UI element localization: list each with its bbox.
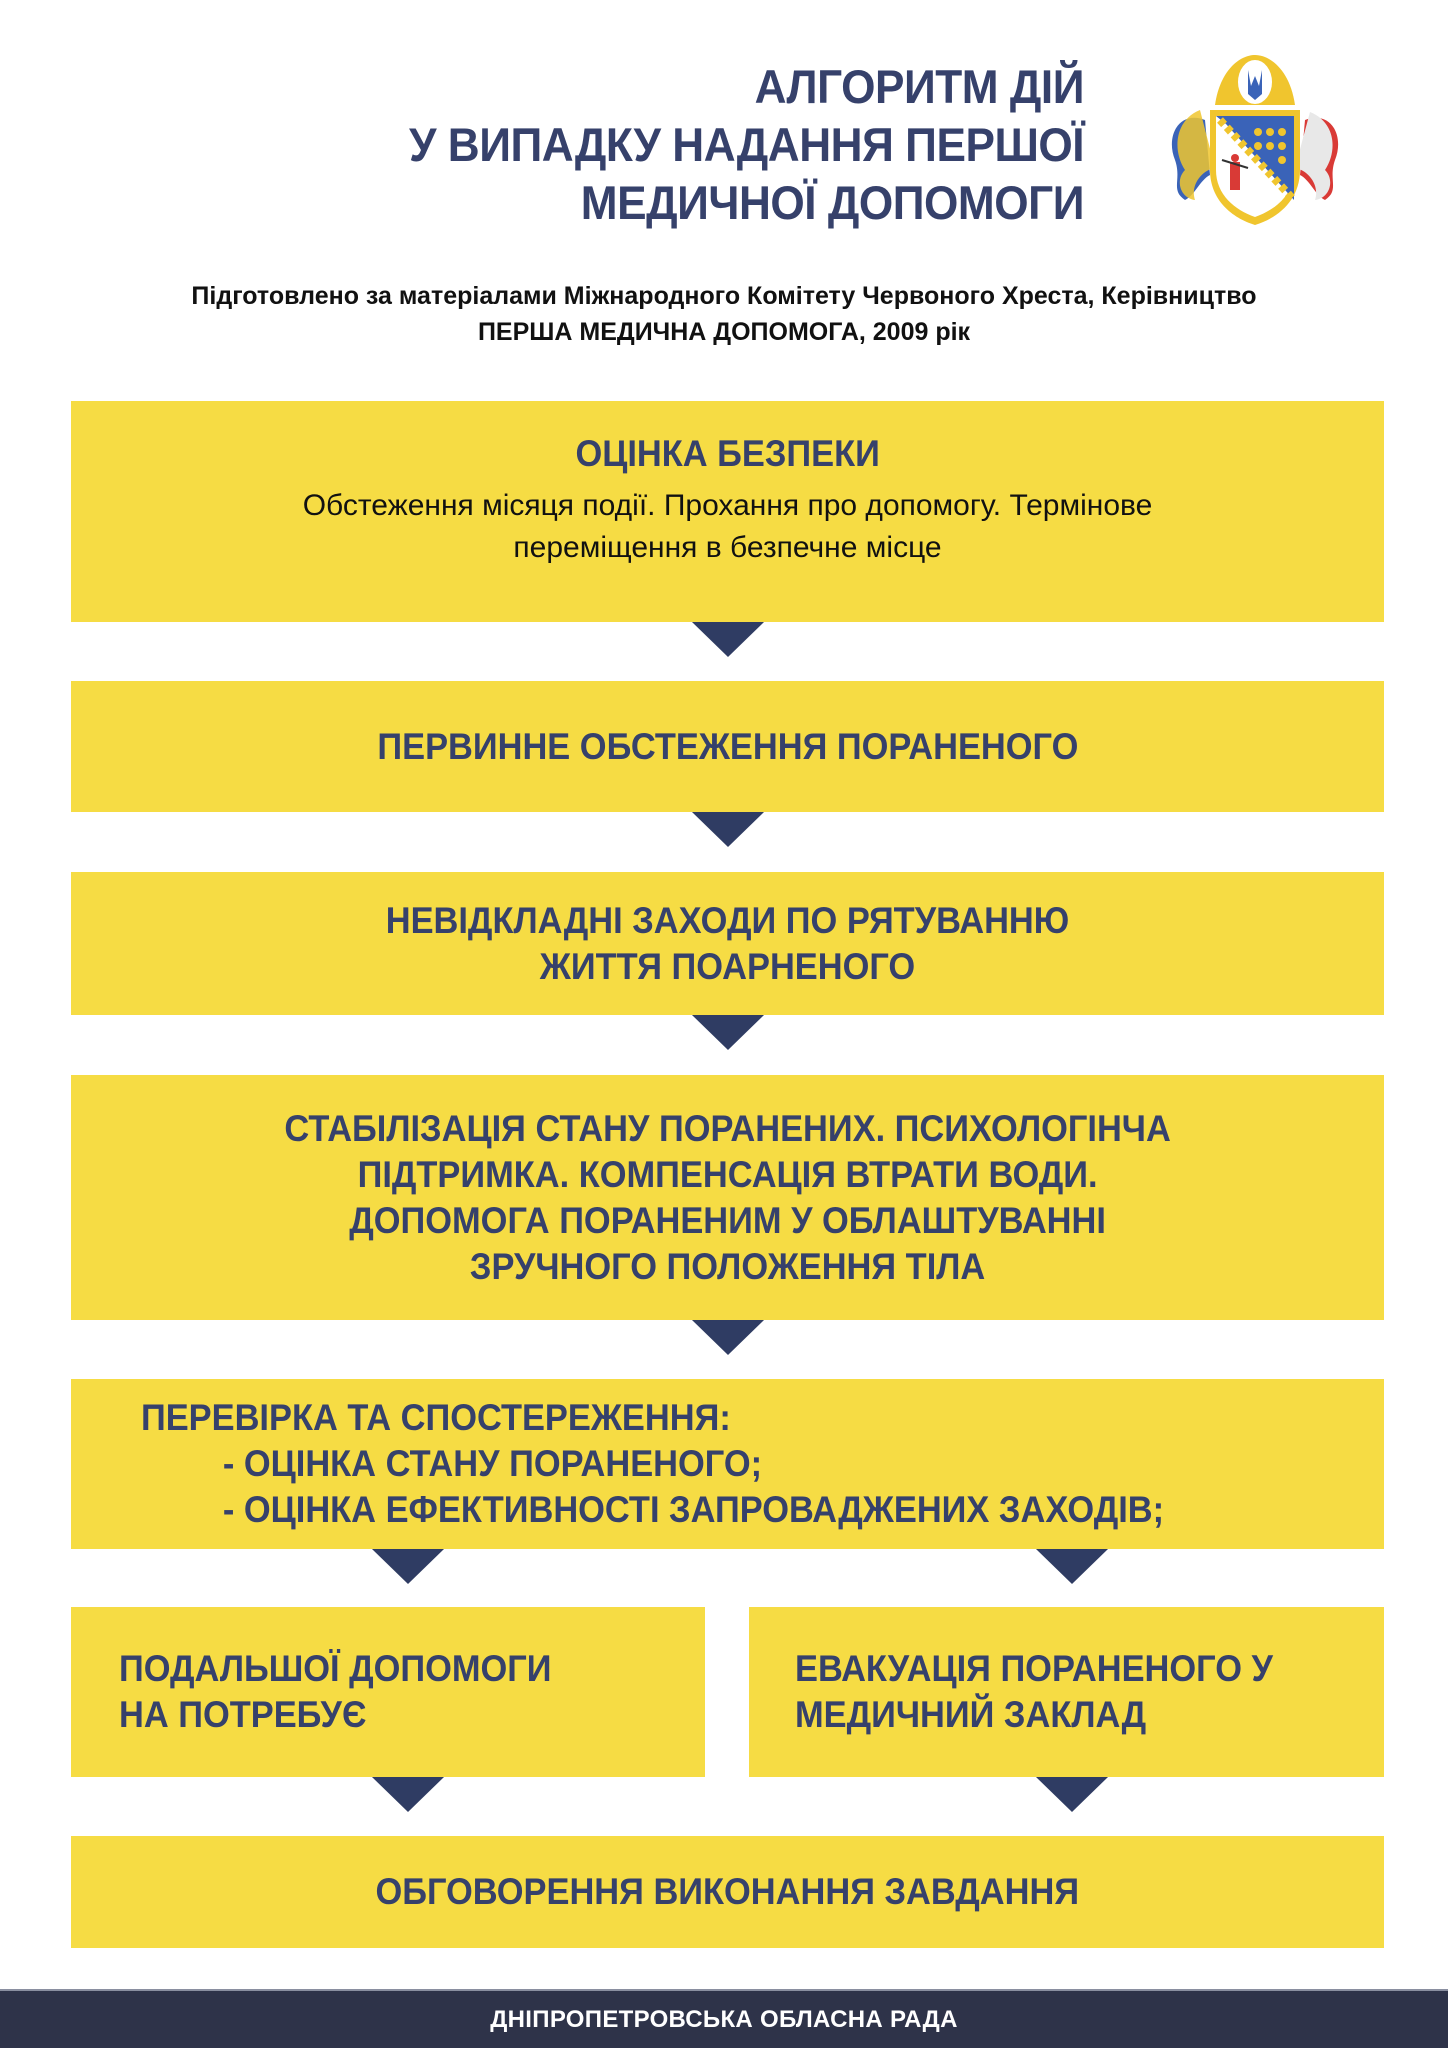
arrow-down-icon <box>692 622 764 657</box>
source-note-line-2: ПЕРША МЕДИЧНА ДОПОМОГА, 2009 рік <box>477 318 971 346</box>
arrow-down-right-icon <box>1036 1777 1108 1812</box>
coat-of-arms-icon <box>1160 50 1350 230</box>
arrow-down-icon <box>692 812 764 847</box>
title-line-2: У ВИПАДКУ НАДАННЯ ПЕРШОЇ <box>408 118 1084 171</box>
step-heading: ОЦІНКА БЕЗПЕКИ <box>575 433 880 474</box>
footer-bar <box>0 1989 1448 2048</box>
branch-evacuation <box>749 1607 1384 1777</box>
arrow-down-right-icon <box>1036 1549 1108 1584</box>
step-primary-examination <box>71 681 1384 812</box>
title-line-3: МЕДИЧНОЇ ДОПОМОГИ <box>580 176 1084 229</box>
arrow-down-icon <box>692 1015 764 1050</box>
step-heading: ПЕРВИННЕ ОБСТЕЖЕННЯ ПОРАНЕНОГО <box>377 725 1078 767</box>
footer-label: ДНІПРОПЕТРОВСЬКА ОБЛАСНА РАДА <box>490 2005 958 2033</box>
step-heading: ОБГОВОРЕННЯ ВИКОНАННЯ ЗАВДАННЯ <box>375 1871 1080 1912</box>
step-debriefing <box>71 1836 1384 1948</box>
step-life-saving-measures <box>71 872 1384 1015</box>
branch-no-further-help <box>71 1607 705 1777</box>
arrow-down-icon <box>692 1320 764 1355</box>
title-line-1: АЛГОРИТМ ДІЙ <box>754 60 1084 113</box>
page-title <box>238 58 1084 232</box>
step-heading: ПЕРЕВІРКА ТА СПОСТЕРЕЖЕННЯ: - ОЦІНКА СТАНУ ПОРАНЕНОГО; - ОЦІНКА ЕФЕКТИВНОСТІ ЗАПРОВАДЖЕНИХ ЗАХОДІВ; <box>141 1397 1165 1530</box>
arrow-down-left-icon <box>372 1549 444 1584</box>
step-stabilization <box>71 1075 1384 1320</box>
source-note-line-1: Підготовлено за матеріалами Міжнародного Комітету Червоного Хреста, Керівництво <box>191 282 1257 310</box>
branch-heading: ПОДАЛЬШОЇ ДОПОМОГИ НА ПОТРЕБУЄ <box>119 1648 552 1735</box>
step-heading: СТАБІЛІЗАЦІЯ СТАНУ ПОРАНЕНИХ. ПСИХОЛОГІНЧА ПІДТРИМКА. КОМПЕНСАЦІЯ ВТРАТИ ВОДИ. ДОПОМОГА ПОРАНЕНИМ У ОБЛАШТУВАННІ ЗРУЧНОГО ПОЛОЖЕННЯ ТІЛА <box>284 1107 1171 1287</box>
step-monitoring <box>71 1379 1384 1549</box>
step-safety-assessment <box>71 401 1384 622</box>
branch-heading: ЕВАКУАЦІЯ ПОРАНЕНОГО У МЕДИЧНИЙ ЗАКЛАД <box>795 1648 1273 1735</box>
step-description: Обстеження місяця події. Прохання про допомогу. Термінове переміщення в безпечне місце <box>302 489 1153 564</box>
step-heading: НЕВІДКЛАДНІ ЗАХОДИ ПО РЯТУВАННЮ ЖИТТЯ ПОАРНЕНОГО <box>385 899 1070 987</box>
source-note <box>0 278 1448 350</box>
arrow-down-left-icon <box>372 1777 444 1812</box>
